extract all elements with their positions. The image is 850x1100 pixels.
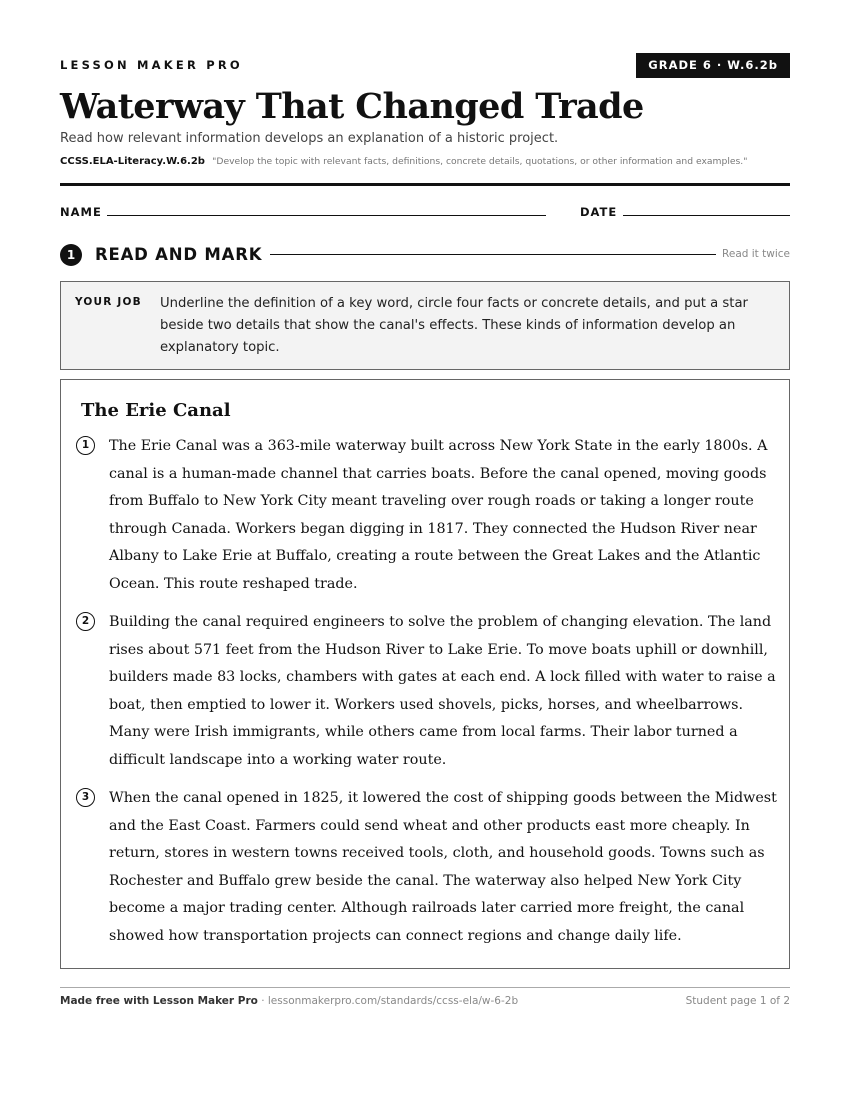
header-divider bbox=[60, 183, 790, 186]
paragraph-text: Building the canal required engineers to solve the problem of changing elevation. The land rises about 571 feet from the Hudson River to Lake Erie. To move boats uphill or downhill, builders made 83 locks, chambers with gates at each end. A lock filled with water to raise a boat, then emptied to lower it. Workers used shovels, picks, horses, and wheelbarrows. Many were Irish immigrants, while others came from local farms. Their labor turned a difficult landscape into a working water route. bbox=[109, 614, 776, 768]
section-divider bbox=[270, 254, 716, 255]
footer-page-number: Student page 1 of 2 bbox=[685, 995, 790, 1007]
job-label: YOUR JOB bbox=[75, 296, 142, 308]
paragraph-text: When the canal opened in 1825, it lowered the cost of shipping goods between the Midwest and the East Coast. Farmers could send wheat and other products east more cheaply. In return, stores in western towns received tools, cloth, and household goods. Towns such as Rochester and Buffalo grew beside the canal. The waterway also helped New York City become a major trading center. Although railroads later carried more freight, the canal showed how transportation projects can connect regions and change daily life. bbox=[109, 790, 777, 944]
brand-name: LESSON MAKER PRO bbox=[60, 58, 243, 72]
name-label: NAME bbox=[60, 205, 102, 219]
section-title: READ AND MARK bbox=[95, 245, 263, 264]
footer-divider bbox=[60, 987, 790, 988]
standard-line bbox=[60, 156, 747, 167]
page-subtitle: Read how relevant information develops an explanation of a historic project. bbox=[60, 131, 559, 146]
job-instructions: Underline the definition of a key word, circle four facts or concrete details, and put a star beside two details that show the canal's effects. These kinds of information develop an explanatory topic. bbox=[160, 296, 748, 355]
section-number-badge: 1 bbox=[60, 244, 82, 266]
passage-title: The Erie Canal bbox=[81, 400, 231, 421]
paragraph-text: The Erie Canal was a 363-mile waterway built across New York State in the early 1800s. A canal is a human-made channel that carries boats. Before the canal opened, moving goods from Buffalo to New York City meant traveling over rough roads or taking a longer route through Canada. Workers began digging in 1817. They connected the Hudson River near Albany to Lake Erie at Buffalo, creating a route between the Great Lakes and the Atlantic Ocean. This route reshaped trade. bbox=[109, 438, 768, 592]
section-hint: Read it twice bbox=[722, 248, 790, 260]
standard-code: CCSS.ELA-Literacy.W.6.2b bbox=[60, 156, 205, 167]
standard-description: "Develop the topic with relevant facts, definitions, concrete details, quotations, or other information and examples." bbox=[212, 156, 748, 167]
paragraph-number: 3 bbox=[76, 788, 95, 807]
name-line[interactable] bbox=[107, 215, 546, 216]
footer-credit bbox=[60, 995, 518, 1007]
grade-badge: GRADE 6 · W.6.2b bbox=[636, 53, 790, 78]
date-line[interactable] bbox=[623, 215, 790, 216]
reading-passage bbox=[60, 379, 790, 969]
paragraph-number: 2 bbox=[76, 612, 95, 631]
paragraph-number: 1 bbox=[76, 436, 95, 455]
job-box bbox=[60, 281, 790, 370]
worksheet-page bbox=[60, 0, 790, 1100]
footer-made-with: Made free with Lesson Maker Pro bbox=[60, 995, 258, 1007]
page-title: Waterway That Changed Trade bbox=[60, 86, 644, 127]
footer-url[interactable]: · lessonmakerpro.com/standards/ccss-ela/w-6-2b bbox=[257, 995, 519, 1007]
date-label: DATE bbox=[580, 205, 618, 219]
